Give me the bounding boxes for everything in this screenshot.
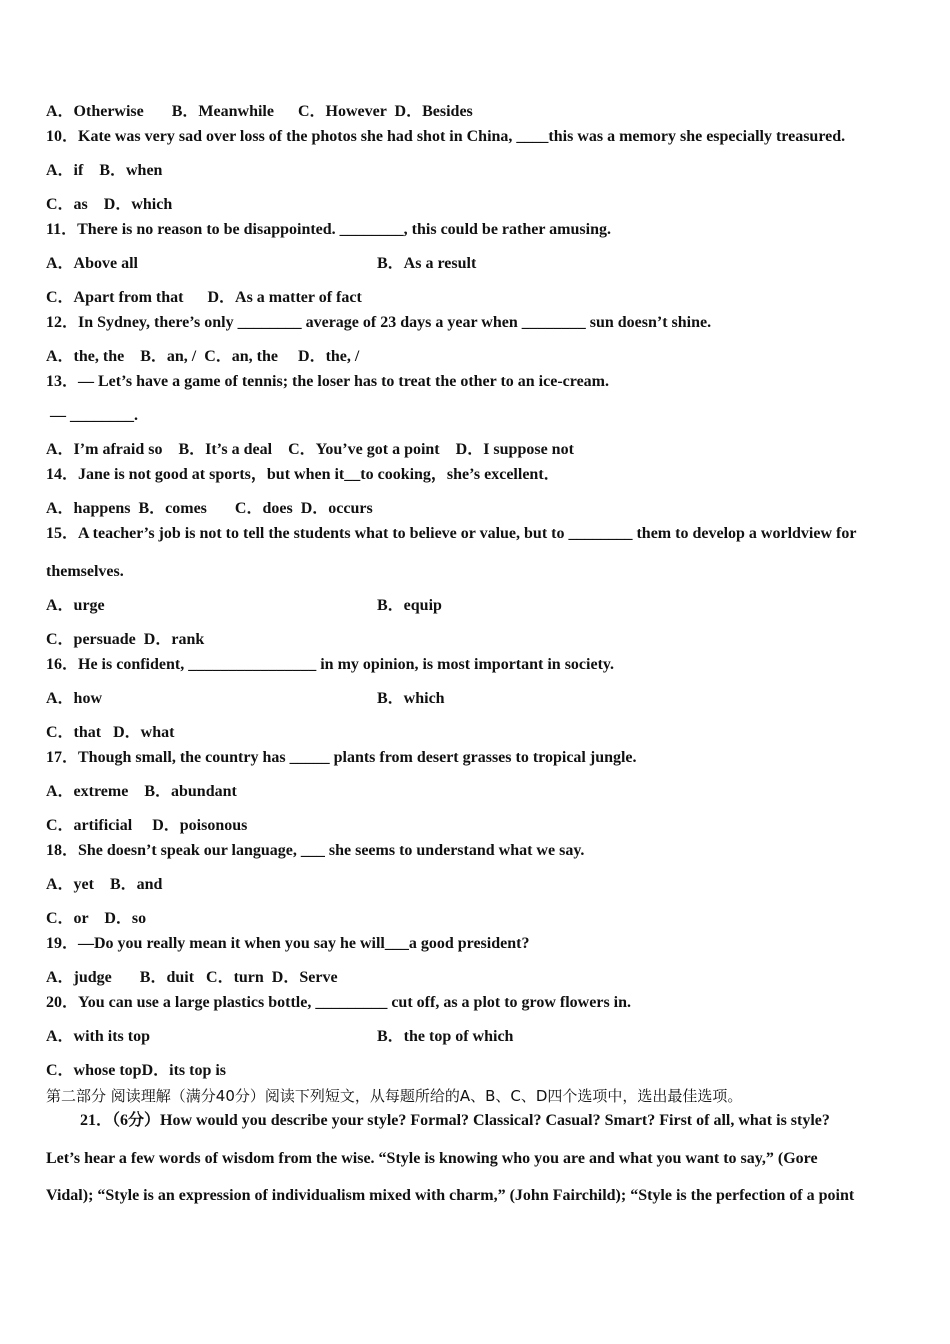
- q13-reply: — ________.: [46, 407, 138, 424]
- q20-options-cd: C．whose topD．its top is: [46, 1062, 227, 1079]
- question-17: 17．Though small, the country has _____ plants from desert grasses to tropical jungle.: [46, 749, 637, 766]
- passage-21-line-2: Let’s hear a few words of wisdom from the wise. “Style is knowing who you are and what you want to say,” (Gore: [46, 1150, 818, 1167]
- q17-options-cd: C．artificial D．poisonous: [46, 817, 248, 834]
- passage-21-line-3: Vidal); “Style is an expression of individualism mixed with charm,” (John Fairchild); “Style is the perfection of a point: [46, 1187, 855, 1204]
- question-21: 21．（6分）How would you describe your style? Formal? Classical? Casual? Smart? First of all, what is style?: [80, 1112, 830, 1129]
- question-19: 19．—Do you really mean it when you say he will___a good president?: [46, 935, 530, 952]
- q19-options: A．judge B．duit C．turn D．Serve: [46, 969, 338, 986]
- question-20: 20．You can use a large plastics bottle, _________ cut off, as a plot to grow flowers in.: [46, 994, 632, 1011]
- question-11: 11．There is no reason to be disappointed. ________, this could be rather amusing.: [46, 221, 611, 238]
- q15-option-b: B．equip: [377, 597, 442, 614]
- q9-options: A．Otherwise B．Meanwhile C．However D．Besides: [46, 103, 473, 120]
- q14-options: A．happens B．comes C．does D．occurs: [46, 500, 373, 517]
- q17-options-ab: A．extreme B．abundant: [46, 783, 237, 800]
- q15-option-a: A．urge: [46, 597, 105, 614]
- question-15-continued: themselves.: [46, 563, 124, 580]
- q16-option-b: B．which: [377, 690, 445, 707]
- q16-option-a: A．how: [46, 690, 103, 707]
- question-16: 16．He is confident, ________________ in my opinion, is most important in society.: [46, 656, 615, 673]
- question-10: 10．Kate was very sad over loss of the photos she had shot in China, ____this was a memory she especially treasured.: [46, 128, 846, 145]
- part-two-heading: 第二部分 阅读理解（满分40分）阅读下列短文，从每题所给的A、B、C、D四个选项中，选出最佳选项。: [46, 1087, 743, 1105]
- q10-options-cd: C．as D．which: [46, 196, 173, 213]
- question-12: 12．In Sydney, there’s only ________ average of 23 days a year when ________ sun doesn’t shine.: [46, 314, 712, 331]
- q13-options: A．I’m afraid so B．It’s a deal C．You’ve got a point D．I suppose not: [46, 441, 574, 458]
- question-13: 13．— Let’s have a game of tennis; the loser has to treat the other to an ice-cream.: [46, 373, 609, 390]
- q12-options: A．the, the B．an, / C．an, the D．the, /: [46, 348, 360, 365]
- q10-options-ab: A．if B．when: [46, 162, 163, 179]
- q11-option-a: A．Above all: [46, 255, 139, 272]
- q11-option-b: B．As a result: [377, 255, 477, 272]
- question-14: 14．Jane is not good at sports，but when it__to cooking，she’s excellent．: [46, 466, 560, 483]
- q15-options-cd: C．persuade D．rank: [46, 631, 205, 648]
- q18-options-cd: C．or D．so: [46, 910, 147, 927]
- q18-options-ab: A．yet B．and: [46, 876, 163, 893]
- q16-options-cd: C．that D．what: [46, 724, 175, 741]
- q20-option-a: A．with its top: [46, 1028, 151, 1045]
- q11-options-cd: C．Apart from that D．As a matter of fact: [46, 289, 362, 306]
- question-18: 18．She doesn’t speak our language, ___ she seems to understand what we say.: [46, 842, 585, 859]
- question-15: 15．A teacher’s job is not to tell the students what to believe or value, but to ________ them to develop a worldview for: [46, 525, 857, 542]
- q20-option-b: B．the top of which: [377, 1028, 514, 1045]
